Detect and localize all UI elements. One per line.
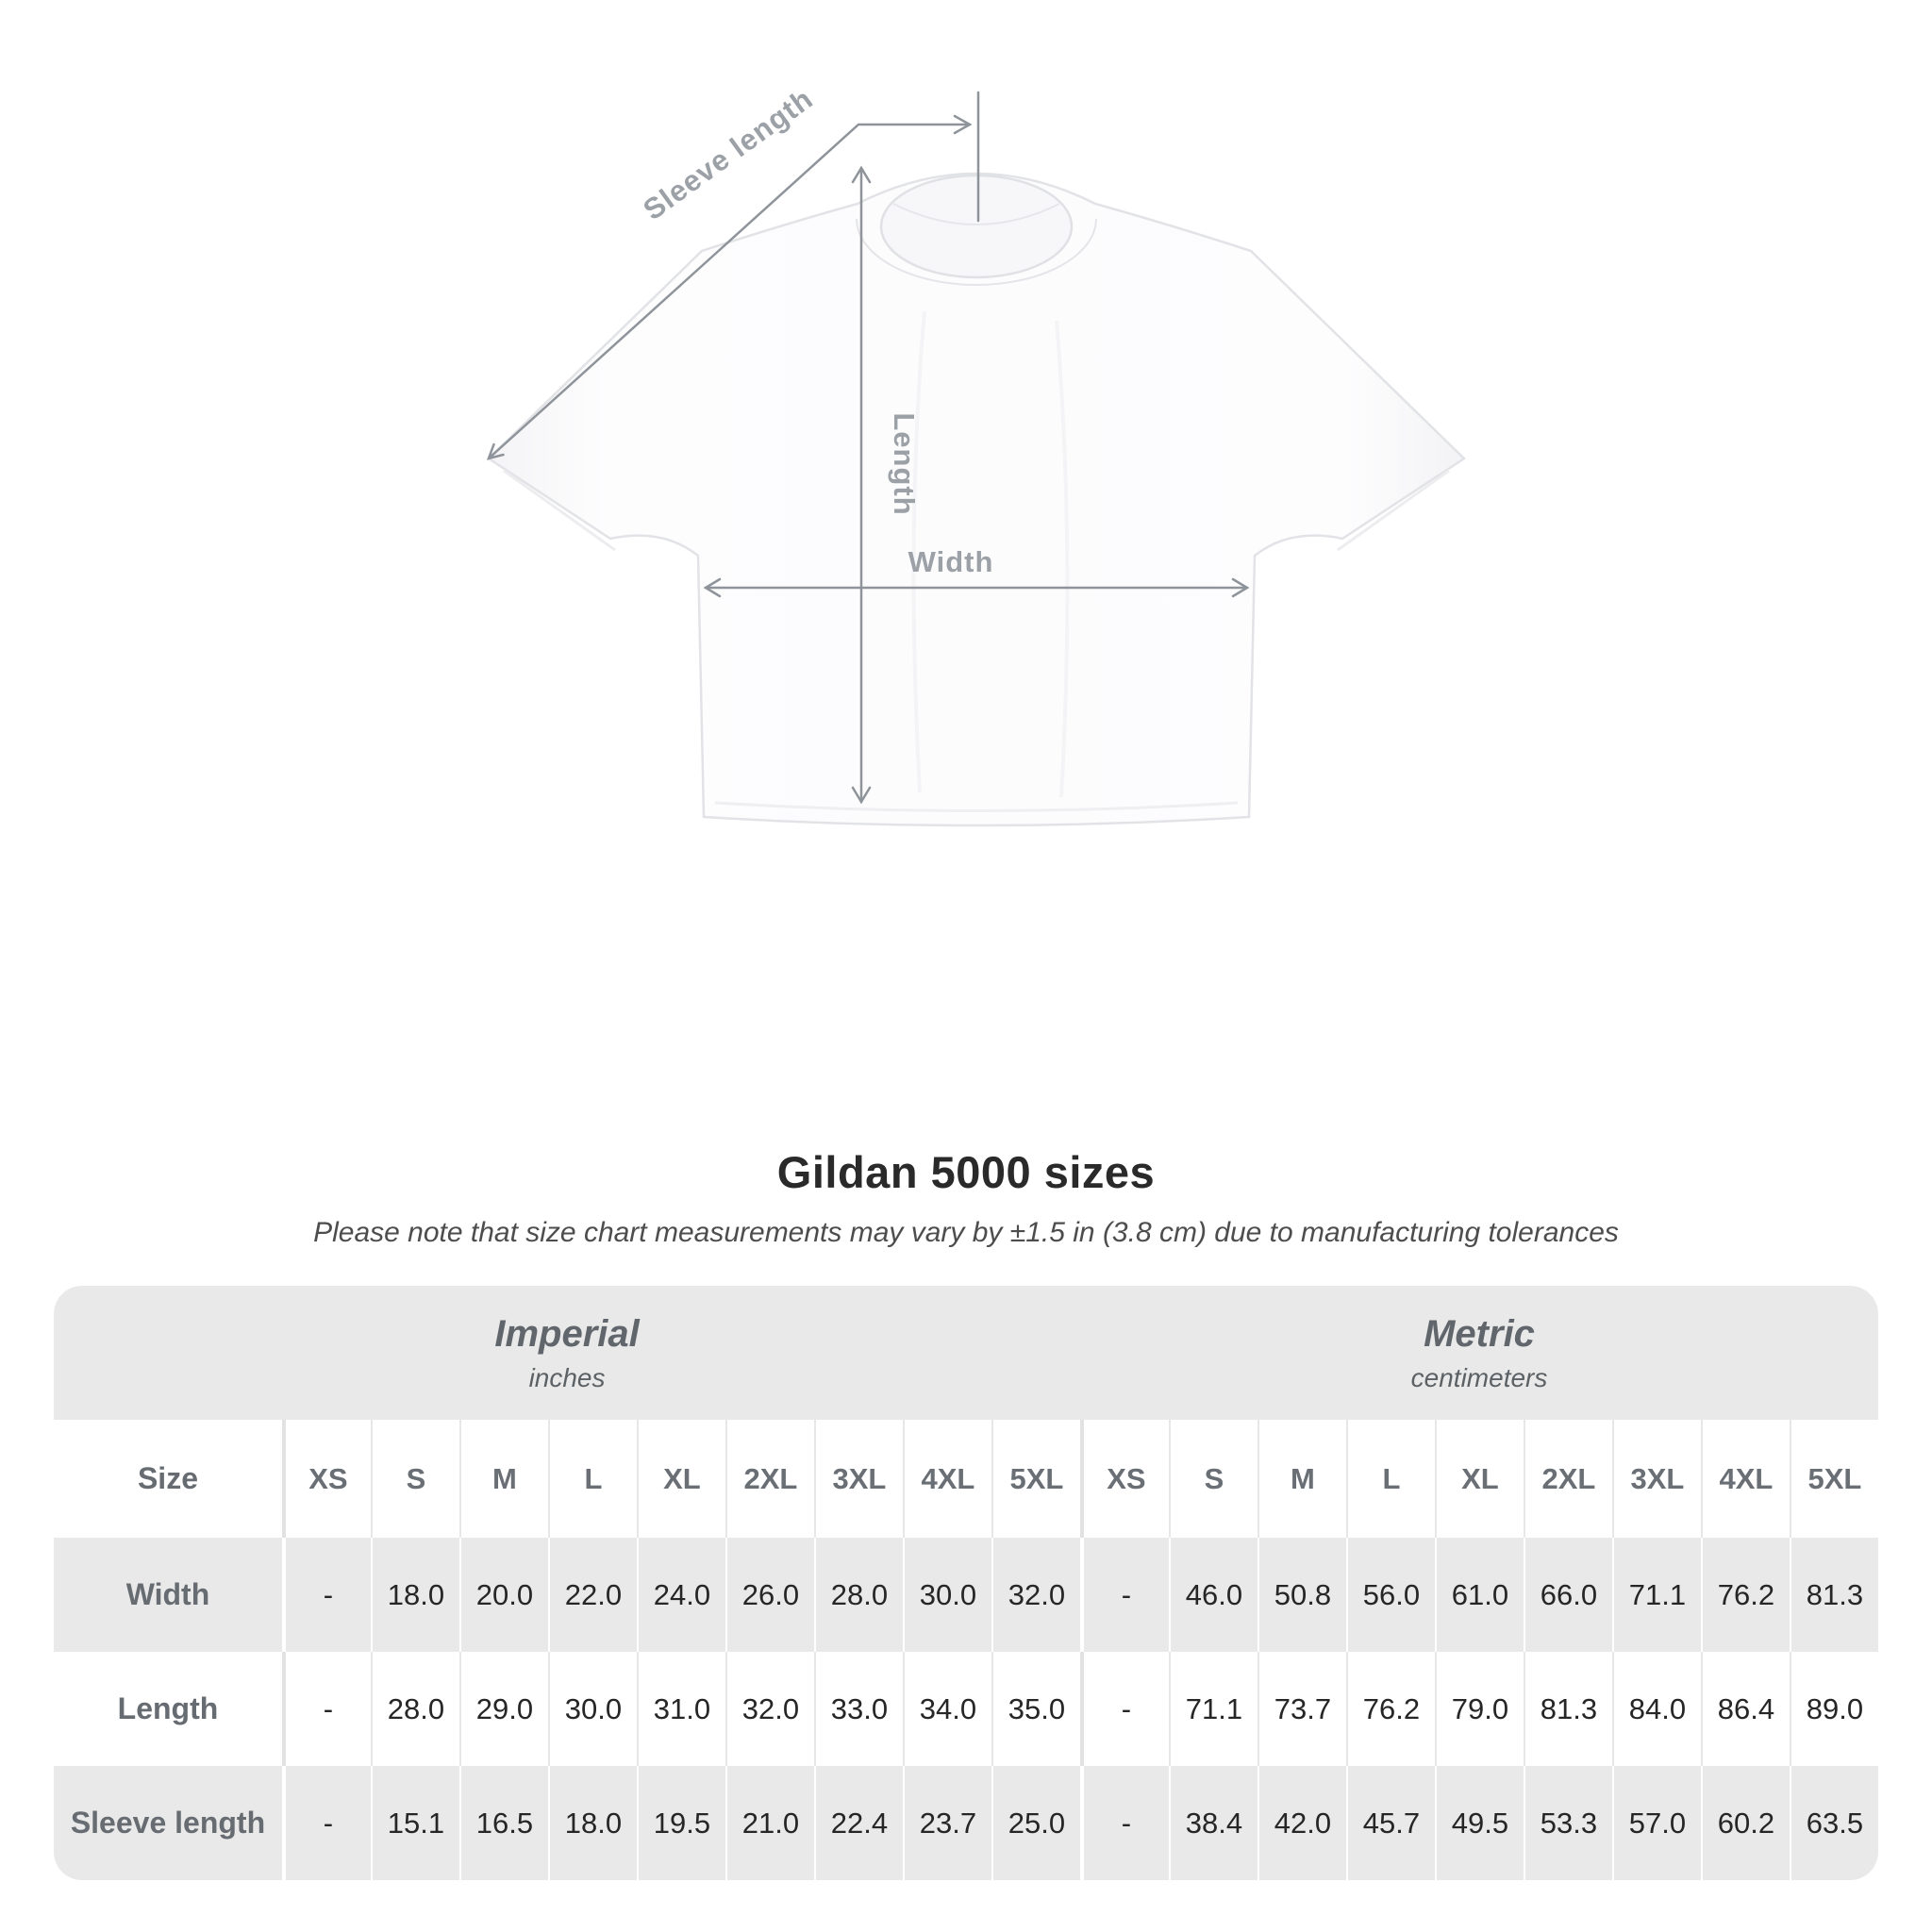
size-header-cell: XL [1435, 1420, 1524, 1538]
metric-header [1080, 1286, 1878, 1420]
value-cell: 26.0 [725, 1538, 814, 1652]
metric-label: Metric [1424, 1312, 1535, 1355]
value-cell: 22.4 [814, 1766, 903, 1880]
size-header-cell: 3XL [814, 1420, 903, 1538]
value-cell: 61.0 [1435, 1538, 1524, 1652]
value-cell: 21.0 [725, 1766, 814, 1880]
value-cell: 18.0 [371, 1538, 459, 1652]
value-cell: - [1080, 1538, 1169, 1652]
value-cell: 71.1 [1169, 1652, 1257, 1766]
size-header-cell: 5XL [991, 1420, 1080, 1538]
value-cell: 19.5 [637, 1766, 725, 1880]
value-cell: - [1080, 1652, 1169, 1766]
value-cell: 34.0 [903, 1652, 991, 1766]
size-header-cell: 4XL [903, 1420, 991, 1538]
value-cell: 56.0 [1346, 1538, 1435, 1652]
value-cell: 23.7 [903, 1766, 991, 1880]
value-cell: 32.0 [725, 1652, 814, 1766]
value-cell: 49.5 [1435, 1766, 1524, 1880]
size-header-cell: XS [1080, 1420, 1169, 1538]
value-cell: 60.2 [1701, 1766, 1790, 1880]
row-label: Length [117, 1691, 219, 1725]
imperial-label: Imperial [494, 1312, 640, 1355]
size-header-cell: L [548, 1420, 637, 1538]
width-label: Width [908, 545, 994, 578]
value-cell: 76.2 [1346, 1652, 1435, 1766]
size-header-cell: 5XL [1790, 1420, 1878, 1538]
value-cell: 46.0 [1169, 1538, 1257, 1652]
table-row [54, 1652, 1878, 1766]
value-cell: - [282, 1766, 371, 1880]
value-cell: 50.8 [1257, 1538, 1346, 1652]
value-cell: 45.7 [1346, 1766, 1435, 1880]
value-cell: 28.0 [371, 1652, 459, 1766]
metric-unit-label: centimeters [1410, 1362, 1548, 1392]
size-header-cell: 4XL [1701, 1420, 1790, 1538]
size-header-cell: 2XL [725, 1420, 814, 1538]
size-table [54, 1286, 1878, 1880]
collar-opening [881, 175, 1072, 277]
row-label: Sleeve length [70, 1806, 266, 1840]
value-cell: 57.0 [1612, 1766, 1701, 1880]
value-cell: 63.5 [1790, 1766, 1878, 1880]
value-cell: 73.7 [1257, 1652, 1346, 1766]
unit-header-band [54, 1286, 1878, 1420]
imperial-header [54, 1286, 1080, 1420]
value-cell: 30.0 [548, 1652, 637, 1766]
value-cell: 31.0 [637, 1652, 725, 1766]
value-cell: 15.1 [371, 1766, 459, 1880]
value-cell: 25.0 [991, 1766, 1080, 1880]
length-label: Length [888, 412, 921, 516]
imperial-unit-label: inches [528, 1362, 606, 1392]
value-cell: 71.1 [1612, 1538, 1701, 1652]
size-header-cell: S [371, 1420, 459, 1538]
size-header-cell: XS [282, 1420, 371, 1538]
page-title: Gildan 5000 sizes [776, 1147, 1156, 1197]
table-row [54, 1766, 1878, 1880]
value-cell: 30.0 [903, 1538, 991, 1652]
sleeve-length-label: Sleeve length [637, 81, 820, 227]
tolerance-note: Please note that size chart measurements may vary by ±1.5 in (3.8 cm) due to manufacturing tolerances [313, 1217, 1619, 1248]
value-cell: - [282, 1652, 371, 1766]
value-cell: 18.0 [548, 1766, 637, 1880]
value-cell: 32.0 [991, 1538, 1080, 1652]
value-cell: - [1080, 1766, 1169, 1880]
value-cell: - [282, 1538, 371, 1652]
size-header-cell: 2XL [1524, 1420, 1612, 1538]
row-label: Width [125, 1577, 210, 1611]
value-cell: 76.2 [1701, 1538, 1790, 1652]
value-cell: 35.0 [991, 1652, 1080, 1766]
value-cell: 86.4 [1701, 1652, 1790, 1766]
size-header-cell: M [1257, 1420, 1346, 1538]
value-cell: 24.0 [637, 1538, 725, 1652]
size-header-cell: L [1346, 1420, 1435, 1538]
table-row [54, 1538, 1878, 1652]
value-cell: 28.0 [814, 1538, 903, 1652]
value-cell: 81.3 [1524, 1652, 1612, 1766]
tshirt-graphic [489, 174, 1464, 825]
value-cell: 20.0 [459, 1538, 548, 1652]
table-body [54, 1538, 1878, 1880]
size-header-cell: M [459, 1420, 548, 1538]
value-cell: 79.0 [1435, 1652, 1524, 1766]
size-header-cell: S [1169, 1420, 1257, 1538]
size-header-row [54, 1420, 1878, 1538]
value-cell: 53.3 [1524, 1766, 1612, 1880]
value-cell: 81.3 [1790, 1538, 1878, 1652]
value-cell: 84.0 [1612, 1652, 1701, 1766]
value-cell: 38.4 [1169, 1766, 1257, 1880]
value-cell: 33.0 [814, 1652, 903, 1766]
value-cell: 66.0 [1524, 1538, 1612, 1652]
size-corner-label: Size [137, 1461, 198, 1495]
value-cell: 89.0 [1790, 1652, 1878, 1766]
value-cell: 16.5 [459, 1766, 548, 1880]
size-header-cell: 3XL [1612, 1420, 1701, 1538]
value-cell: 42.0 [1257, 1766, 1346, 1880]
value-cell: 22.0 [548, 1538, 637, 1652]
size-header-cell: XL [637, 1420, 725, 1538]
value-cell: 29.0 [459, 1652, 548, 1766]
